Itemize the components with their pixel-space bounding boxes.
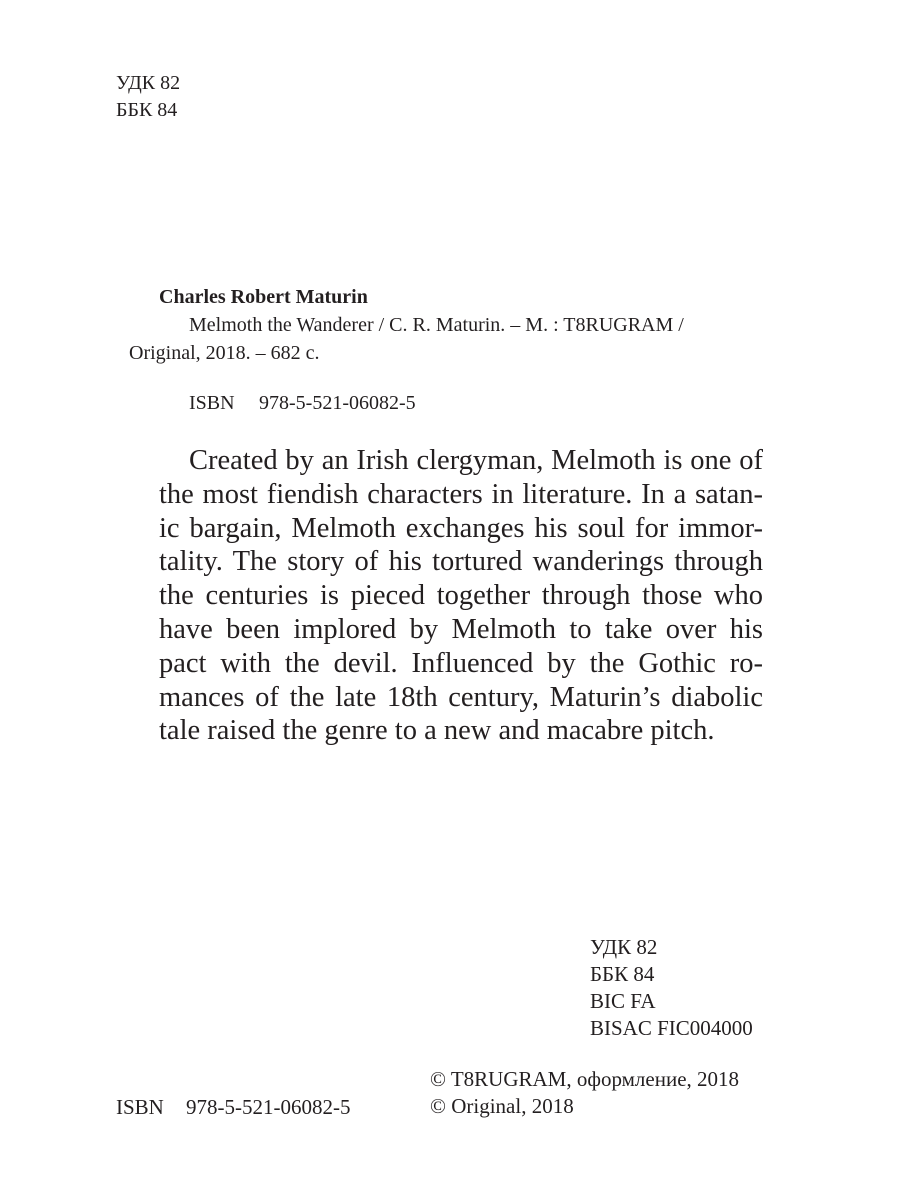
copyright-original: © Original, 2018 (430, 1094, 574, 1118)
isbn-value: 978-5-521-06082-5 (186, 1095, 351, 1119)
bic-code: BIC FA (590, 989, 656, 1013)
isbn-value: 978-5-521-06082-5 (259, 392, 416, 414)
annotation-line: mances of the late 18th century, Maturin’s diabolic (159, 681, 763, 713)
annotation-paragraph (159, 444, 763, 748)
annotation-line: ic bargain, Melmoth exchanges his soul for immor- (159, 512, 763, 544)
isbn-label: ISBN (189, 392, 235, 414)
bibliographic-description (129, 311, 759, 367)
bbk-code: ББК 84 (116, 99, 178, 121)
bbk-code: ББК 84 (590, 962, 655, 986)
isbn-footer (116, 1093, 350, 1121)
classification-codes-top (116, 70, 180, 124)
author-name: Charles Robert Maturin (159, 286, 368, 308)
annotation-line: the centuries is pieced together through those who (159, 580, 763, 612)
udk-code: УДК 82 (590, 935, 658, 959)
annotation-line: Created by an Irish clergyman, Melmoth is one of (189, 445, 763, 476)
annotation-line: have been implored by Melmoth to take over his (159, 613, 763, 645)
isbn-line (159, 389, 769, 417)
bisac-code: BISAC FIC004000 (590, 1016, 753, 1040)
classification-codes-bottom (590, 934, 753, 1042)
copyright-design: © T8RUGRAM, оформление, 2018 (430, 1067, 740, 1091)
description-line-2: Original, 2018. – 682 c. (129, 342, 320, 364)
udk-code: УДК 82 (116, 72, 181, 94)
isbn-label: ISBN (116, 1095, 164, 1119)
annotation-line: tality. The story of his tortured wanderings through (159, 546, 763, 578)
copyright-notices (430, 1066, 739, 1120)
annotation-line: pact with the devil. Influenced by the Gothic ro- (159, 647, 763, 679)
annotation-line: tale raised the genre to a new and macabre pitch. (159, 715, 715, 747)
bibliographic-record (129, 283, 769, 417)
annotation-line: the most fiendish characters in literature. In a satan- (159, 478, 763, 510)
description-line-1: Melmoth the Wanderer / C. R. Maturin. – M. : T8RUGRAM / (189, 314, 684, 336)
